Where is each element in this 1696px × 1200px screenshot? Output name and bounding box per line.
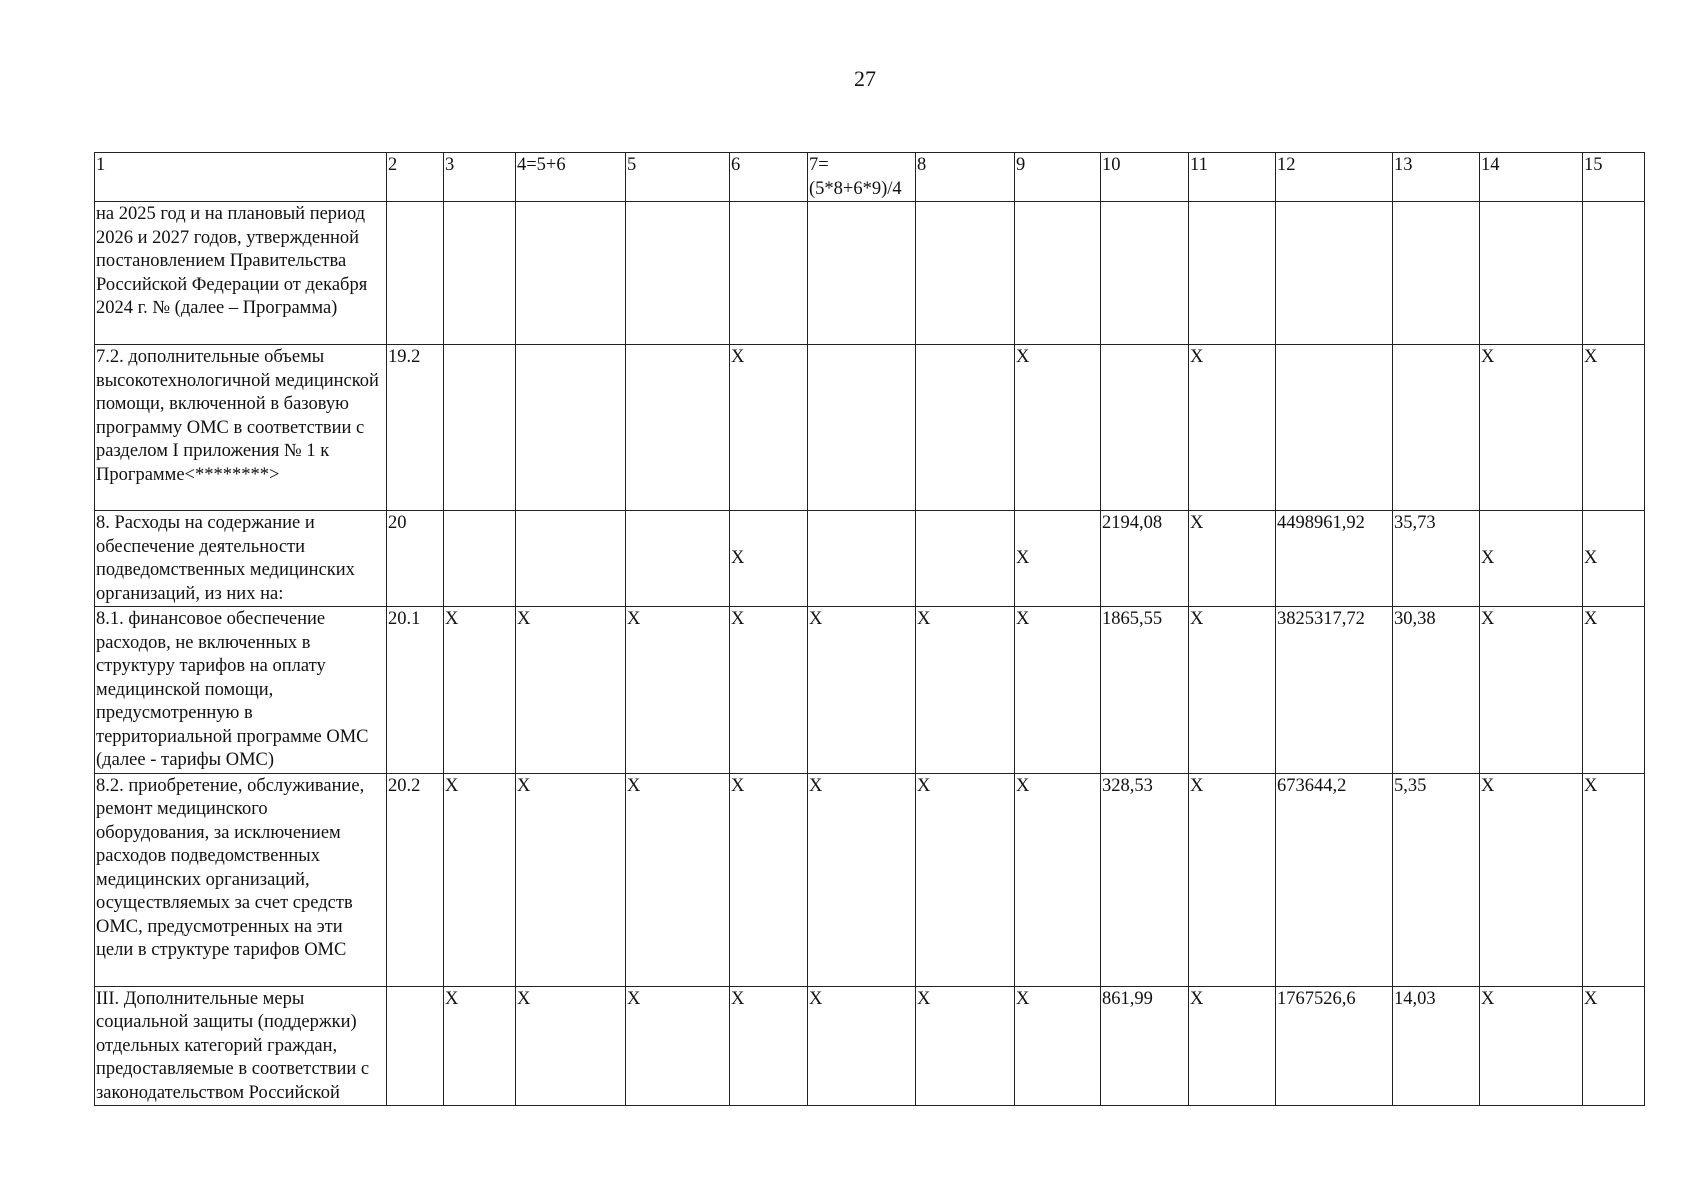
table-cell: X — [1015, 986, 1101, 1106]
table-cell — [808, 511, 916, 607]
table-cell: X — [730, 511, 808, 607]
table-cell — [1101, 202, 1189, 345]
table-cell: X — [1015, 773, 1101, 986]
row-description-cell: III. Дополнительные меры социальной защиты (поддержки) отдельных категорий граждан, предоставляемые в соответствии с законодательством Российской — [95, 986, 387, 1106]
table-cell: 35,73 — [1393, 511, 1480, 607]
table-row — [95, 607, 1645, 774]
table-cell: 328,53 — [1101, 773, 1189, 986]
row-description-cell: 7.2. дополнительные объемы высокотехнологичной медицинской помощи, включенной в базовую программу ОМС в соответствии с разделом I приложения № 1 к Программе<********> — [95, 345, 387, 511]
table-cell: 14,03 — [1393, 986, 1480, 1106]
table-cell — [808, 345, 916, 511]
table-cell — [1015, 202, 1101, 345]
table-cell — [516, 202, 626, 345]
table-cell: X — [1583, 607, 1645, 774]
table-cell: X — [626, 986, 730, 1106]
header-cell: 3 — [444, 153, 516, 202]
table-cell: 5,35 — [1393, 773, 1480, 986]
row-description-cell: 8.1. финансовое обеспечение расходов, не включенных в структуру тарифов на оплату медицинской помощи, предусмотренную в территориальной программе ОМС (далее - тарифы ОМС) — [95, 607, 387, 774]
table-cell: X — [1583, 345, 1645, 511]
table-cell — [916, 511, 1015, 607]
table-cell — [626, 345, 730, 511]
table-cell — [730, 202, 808, 345]
table-row — [95, 986, 1645, 1106]
table-cell: X — [916, 986, 1015, 1106]
table-cell — [808, 202, 916, 345]
header-cell: 12 — [1276, 153, 1393, 202]
table-cell — [1276, 345, 1393, 511]
table-cell: X — [1583, 511, 1645, 607]
row-description-cell: на 2025 год и на плановый период 2026 и 2027 годов, утвержденной постановлением Правительства Российской Федерации от декабря 2024 г. № (далее – Программа) — [95, 202, 387, 345]
table-cell: X — [1583, 773, 1645, 986]
table-cell: X — [808, 986, 916, 1106]
table-cell: X — [808, 773, 916, 986]
table-cell: X — [1480, 345, 1583, 511]
header-cell: 13 — [1393, 153, 1480, 202]
table-cell: X — [1480, 511, 1583, 607]
table-cell — [626, 511, 730, 607]
table-cell — [444, 202, 516, 345]
table-cell: X — [1189, 607, 1276, 774]
table-cell: X — [1189, 345, 1276, 511]
table-cell: 20.2 — [387, 773, 444, 986]
table-cell — [1101, 345, 1189, 511]
header-cell: 2 — [387, 153, 444, 202]
table-cell — [1276, 202, 1393, 345]
table-row — [95, 511, 1645, 607]
table-cell: X — [1189, 511, 1276, 607]
row-description-cell: 8.2. приобретение, обслуживание, ремонт медицинского оборудования, за исключением расходов подведомственных медицинских организаций, осуществляемых за счет средств ОМС, предусмотренных на эти цели в структуре тарифов ОМС — [95, 773, 387, 986]
header-cell: 11 — [1189, 153, 1276, 202]
table-cell: X — [1480, 773, 1583, 986]
table-cell — [1393, 345, 1480, 511]
table-cell: X — [516, 986, 626, 1106]
table-cell: 19.2 — [387, 345, 444, 511]
table-cell: X — [730, 607, 808, 774]
table-cell: X — [1480, 607, 1583, 774]
header-cell: 4=5+6 — [516, 153, 626, 202]
header-cell: 5 — [626, 153, 730, 202]
header-cell: 7= (5*8+6*9)/4 — [808, 153, 916, 202]
table-cell: X — [1015, 607, 1101, 774]
header-cell: 1 — [95, 153, 387, 202]
table-cell: 673644,2 — [1276, 773, 1393, 986]
table-cell: X — [1189, 986, 1276, 1106]
table-cell: X — [444, 773, 516, 986]
table-cell: X — [730, 986, 808, 1106]
page-number: 27 — [854, 66, 876, 91]
table-row — [95, 202, 1645, 345]
table-cell: X — [1583, 986, 1645, 1106]
table-cell — [1189, 202, 1276, 345]
table-cell — [516, 511, 626, 607]
table-cell: X — [916, 607, 1015, 774]
table-cell: X — [516, 607, 626, 774]
table-cell: 861,99 — [1101, 986, 1189, 1106]
table-cell: 1767526,6 — [1276, 986, 1393, 1106]
table-cell: X — [916, 773, 1015, 986]
table-cell — [387, 202, 444, 345]
table-cell: X — [1015, 511, 1101, 607]
table-cell: X — [444, 986, 516, 1106]
header-cell: 6 — [730, 153, 808, 202]
row-description-cell: 8. Расходы на содержание и обеспечение деятельности подведомственных медицинских организаций, из них на: — [95, 511, 387, 607]
table-cell: X — [1480, 986, 1583, 1106]
table-cell: 20 — [387, 511, 444, 607]
header-cell: 14 — [1480, 153, 1583, 202]
table-cell — [516, 345, 626, 511]
table-row — [95, 345, 1645, 511]
table-cell — [1480, 202, 1583, 345]
table-cell: X — [730, 345, 808, 511]
table-cell — [1393, 202, 1480, 345]
table-cell: 1865,55 — [1101, 607, 1189, 774]
table-cell: X — [444, 607, 516, 774]
table-cell — [387, 986, 444, 1106]
header-cell: 9 — [1015, 153, 1101, 202]
header-cell: 10 — [1101, 153, 1189, 202]
table-cell: X — [730, 773, 808, 986]
table-cell: X — [1189, 773, 1276, 986]
table-cell — [444, 511, 516, 607]
table-cell — [1583, 202, 1645, 345]
table-cell: X — [626, 773, 730, 986]
table-cell — [444, 345, 516, 511]
table-cell: X — [1015, 345, 1101, 511]
table-cell: X — [516, 773, 626, 986]
table-cell: 3825317,72 — [1276, 607, 1393, 774]
table-cell — [916, 345, 1015, 511]
table-cell: 2194,08 — [1101, 511, 1189, 607]
table-header-row — [95, 153, 1645, 202]
table-cell: X — [808, 607, 916, 774]
table-cell — [916, 202, 1015, 345]
header-cell: 15 — [1583, 153, 1645, 202]
header-cell: 8 — [916, 153, 1015, 202]
table-cell: 4498961,92 — [1276, 511, 1393, 607]
table-row — [95, 773, 1645, 986]
table-cell: X — [626, 607, 730, 774]
table-cell: 20.1 — [387, 607, 444, 774]
table-cell — [626, 202, 730, 345]
budget-table — [94, 152, 1645, 1106]
table-cell: 30,38 — [1393, 607, 1480, 774]
